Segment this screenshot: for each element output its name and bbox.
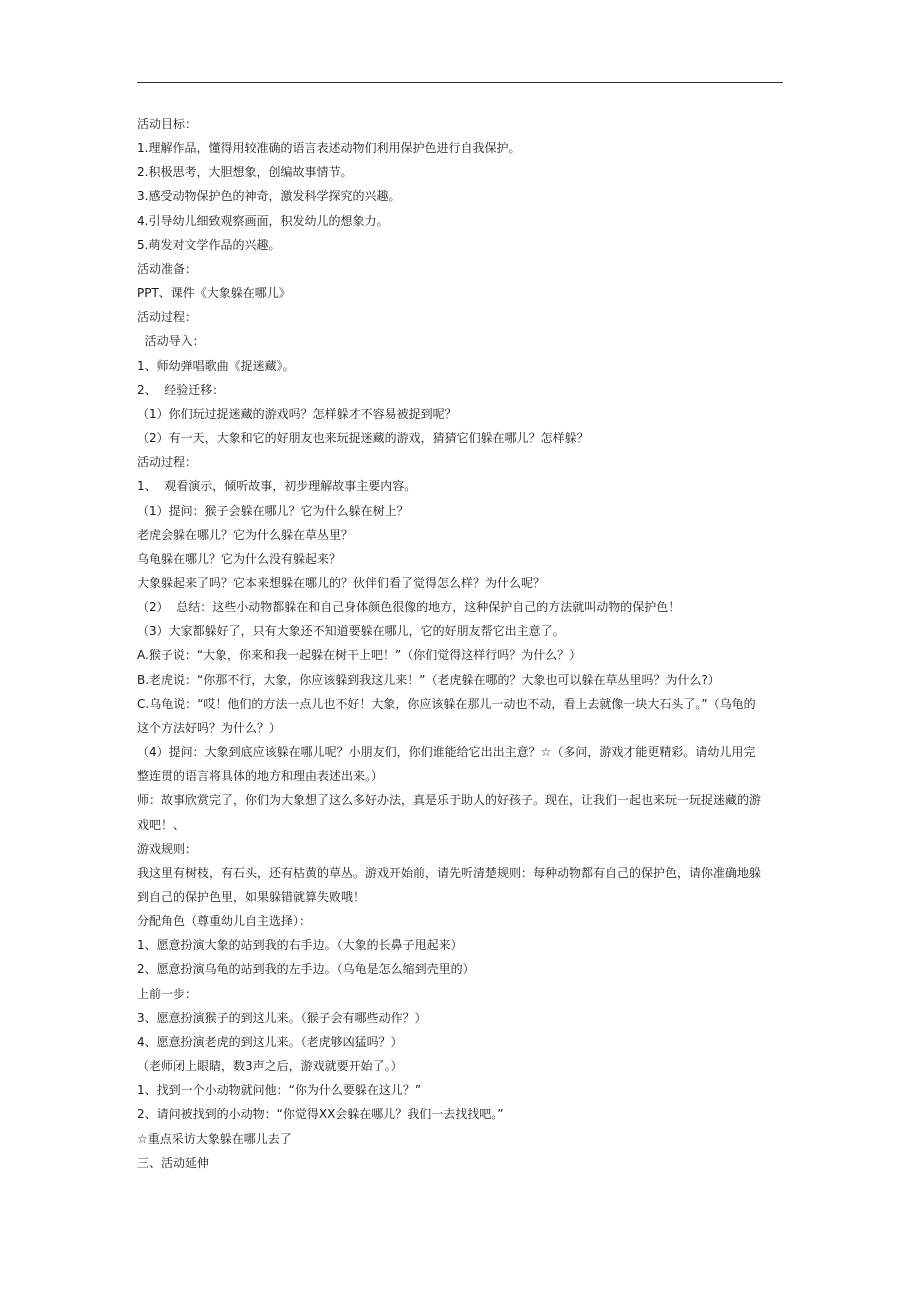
section-heading-roles: 分配角色（尊重幼儿自主选择）： [137, 914, 312, 929]
role-item: 3、愿意扮演猴子的到这儿来。（猴子会有哪些动作？） [137, 1010, 427, 1025]
goal-item: 4.引导幼儿细致观察画面，积发幼儿的想象力。 [137, 213, 389, 228]
step-item: 1、找到一个小动物就问他：“你为什么要躲在这儿？” [137, 1083, 422, 1098]
section-heading-process: 活动过程： [137, 310, 198, 325]
dialogue-text: 这个方法好吗？为什么？） [137, 720, 282, 735]
role-item: 4、愿意扮演老虎的到这儿来。（老虎够凶猛吗？） [137, 1034, 403, 1049]
document-body [137, 112, 785, 1175]
question-text: 老虎会躲在哪儿？它为什么躲在草丛里？ [137, 527, 354, 542]
subheading-introduction: 活动导入： [137, 334, 205, 349]
body-text: （3）大家都躲好了，只有大象还不知道要躲在哪儿，它的好朋友帮它出主意了。 [137, 624, 565, 639]
body-text: 整连贯的语言将具体的地方和理由表述出来。） [137, 769, 384, 784]
question-text: （2）有一天，大象和它的好朋友也来玩捉迷藏的游戏，猜猜它们躲在哪儿？怎样躲？ [137, 431, 589, 446]
body-text: 上前一步： [137, 986, 198, 1001]
goal-item: 5.萌发对文学作品的兴趣。 [137, 237, 281, 252]
highlight-note: ☆重点采访大象躲在哪儿去了 [137, 1131, 292, 1146]
body-text: （老师闭上眼睛，数3声之后，游戏就要开始了。） [137, 1059, 403, 1074]
process-step: 2、 经验迁移： [137, 382, 225, 397]
body-text: 到自己的保护色里，如果躲错就算失败哦！ [137, 890, 366, 904]
header-rule [137, 82, 783, 83]
goal-item: 3.感受动物保护色的神奇，激发科学探究的兴趣。 [137, 189, 401, 204]
role-item: 1、愿意扮演大象的站到我的右手边。（大象的长鼻子甩起来） [137, 938, 463, 953]
section-heading-goals: 活动目标： [137, 117, 198, 131]
role-item: 2、愿意扮演乌龟的站到我的左手边。（乌龟是怎么缩到壳里的） [137, 962, 475, 977]
section-heading-rules: 游戏规则： [137, 841, 198, 856]
question-text: （1）你们玩过捉迷藏的游戏吗？怎样躲才不容易被捉到呢？ [137, 406, 457, 421]
dialogue-text: B.老虎说：“你那不行，大象，你应该躲到我这儿来！”（老虎躲在哪的？大象也可以躲在草丛里吗？为什么?） [137, 672, 720, 687]
step-item: 2、请问被找到的小动物：“你觉得XX会躲在哪儿？我们一去找找吧。” [137, 1107, 504, 1122]
body-text: 戏吧！、 [137, 817, 186, 832]
dialogue-text: C.乌龟说：“哎！他们的方法一点儿也不好！大象，你应该躲在那儿一动也不动，看上去就像一块大石头了。”（乌龟的 [137, 696, 756, 711]
process-step: 1、师幼弹唱歌曲《捉迷藏》。 [137, 358, 295, 373]
summary-text: （2） 总结：这些小动物都躲在和自己身体颜色很像的地方，这种保护自己的方法就叫动物的保护色！ [137, 600, 681, 615]
section-heading-extension: 三、活动延伸 [137, 1155, 210, 1170]
body-text: 我这里有树枝，有石头，还有枯黄的草丛。游戏开始前，请先听清楚规则：每种动物都有自己的保护色，请你准确地躲 [137, 865, 762, 880]
body-text: 师：故事欣赏完了，你们为大象想了这么多好办法，真是乐于助人的好孩子。现在，让我们一起也来玩一玩捉迷藏的游 [137, 793, 762, 808]
goal-item: 2.积极思考，大胆想象，创编故事情节。 [137, 165, 353, 180]
question-text: （1）提问：猴子会躲在哪儿？它为什么躲在树上？ [137, 503, 409, 518]
goal-item: 1.理解作品，懂得用较准确的语言表述动物们利用保护色进行自我保护。 [137, 141, 521, 156]
body-text: （4）提问：大象到底应该躲在哪儿呢？小朋友们，你们谁能给它出出主意？☆（多问，游戏才能更精彩。请幼儿用完 [137, 745, 756, 760]
question-text: 大象躲起来了吗？它本来想躲在哪儿的？伙伴们看了觉得怎么样？为什么呢？ [137, 575, 546, 590]
process-step: 1、 观看演示，倾听故事，初步理解故事主要内容。 [137, 479, 417, 494]
question-text: 乌龟躲在哪儿？它为什么没有躲起来？ [137, 551, 342, 566]
section-heading-preparation: 活动准备： [137, 261, 198, 276]
preparation-text: PPT、课件《大象躲在哪儿》 [137, 286, 291, 301]
dialogue-text: A.猴子说：“大象，你来和我一起躲在树干上吧！”（你们觉得这样行吗？为什么？） [137, 648, 582, 663]
section-heading-process: 活动过程： [137, 455, 198, 470]
